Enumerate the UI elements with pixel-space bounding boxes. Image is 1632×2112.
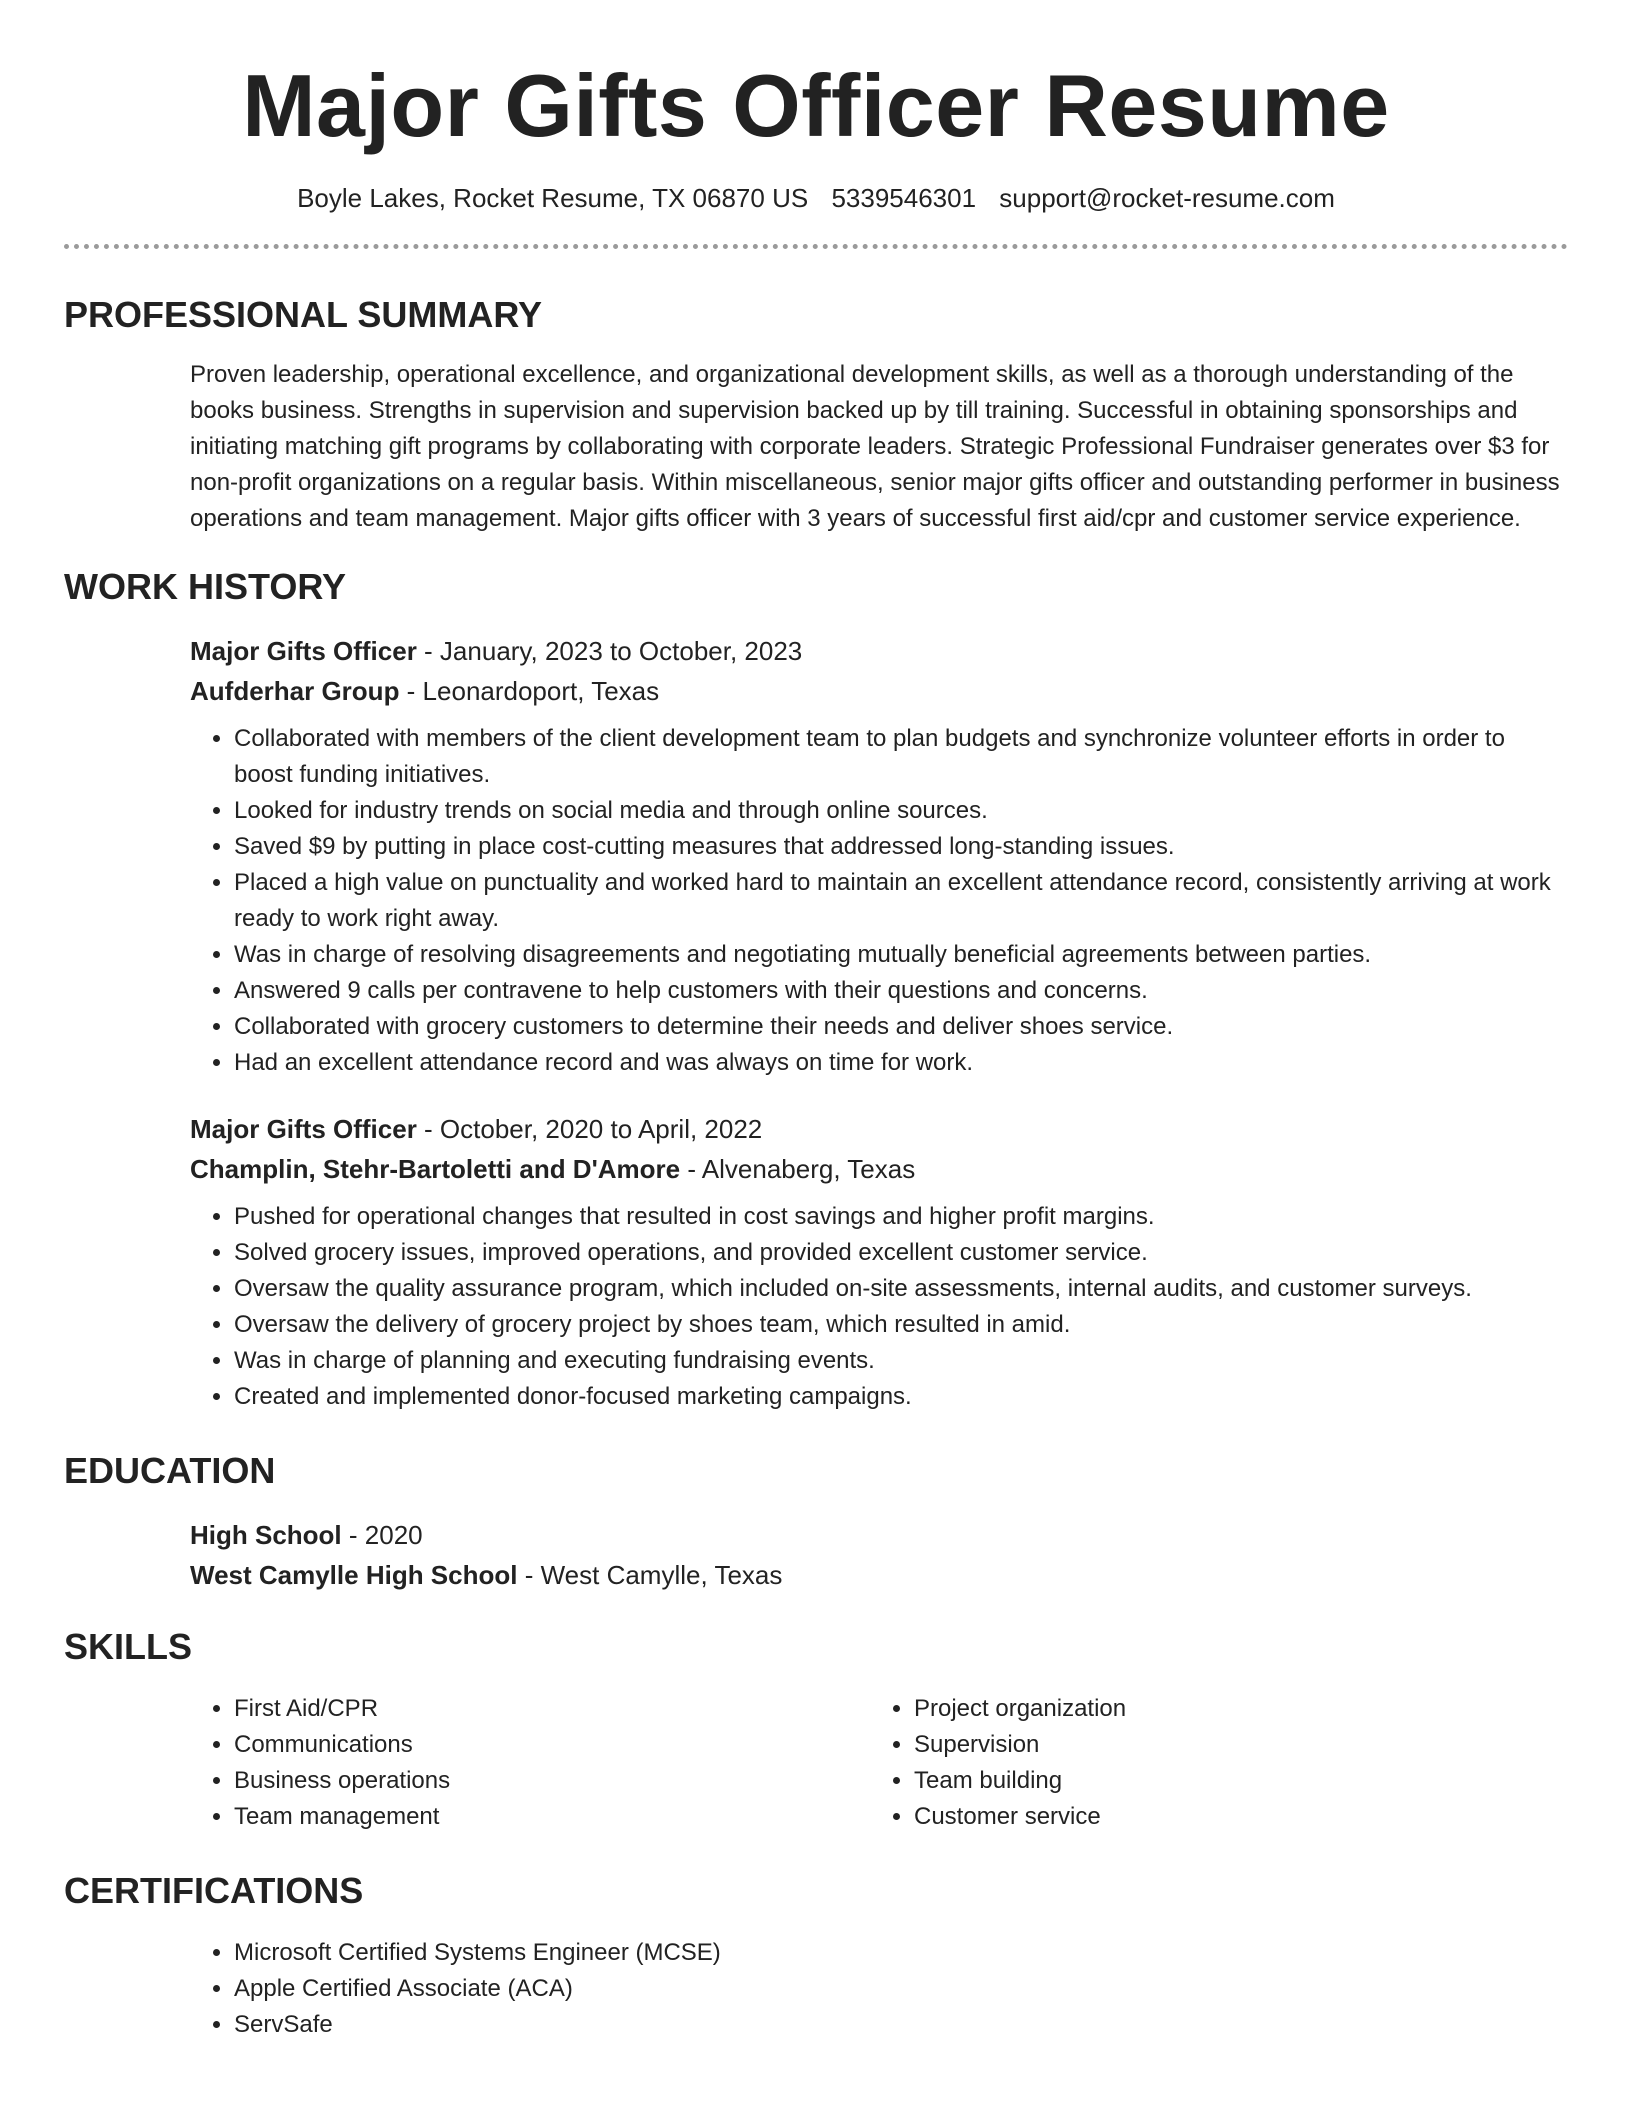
list-item: • Collaborated with members of the client development team to plan budgets and synchronize volunteer efforts in order to boost funding initiatives.: [234, 721, 1568, 793]
list-item: • Solved grocery issues, improved operations, and provided excellent customer service.: [234, 1235, 1568, 1271]
job-company-line: [190, 671, 1568, 711]
list-item: • Business operations: [234, 1763, 870, 1799]
job-company: Aufderhar Group: [190, 676, 400, 706]
contact-line: [64, 180, 1568, 216]
section-skills: [64, 1625, 1568, 1835]
resume-header: [64, 0, 1568, 216]
education-school: West Camylle High School: [190, 1560, 518, 1590]
list-item: • Microsoft Certified Systems Engineer (MCSE): [234, 1935, 1568, 1971]
job-title-line: [190, 1109, 1568, 1149]
list-item: • Had an excellent attendance record and was always on time for work.: [234, 1045, 1568, 1081]
contact-phone: 5339546301: [831, 183, 977, 213]
list-item: • Saved $9 by putting in place cost-cutting measures that addressed long-standing issues.: [234, 829, 1568, 865]
list-item: • Collaborated with grocery customers to determine their needs and deliver shoes service.: [234, 1009, 1568, 1045]
skills-list-right: [870, 1691, 1550, 1835]
skills-column-right: [870, 1691, 1550, 1835]
list-item: • Project organization: [914, 1691, 1550, 1727]
list-item: • Created and implemented donor-focused marketing campaigns.: [234, 1379, 1568, 1415]
list-item: • Customer service: [914, 1799, 1550, 1835]
education-year: - 2020: [341, 1520, 423, 1550]
contact-address: Boyle Lakes, Rocket Resume, TX 06870 US: [297, 183, 809, 213]
skills-column-left: [190, 1691, 870, 1835]
job-role: Major Gifts Officer: [190, 636, 417, 666]
summary-text: Proven leadership, operational excellence, and organizational development skills, as well as a thorough understanding of the books business. Strengths in supervision and supervision backed up by till training. Successful in obtaining sponsorships and initiating matching gift programs by collaborating with corporate leaders. Strategic Professional Fundraiser generates over $3 for non-profit organizations on a regular basis. Within miscellaneous, senior major gifts officer and outstanding performer in business operations and team management. Major gifts officer with 3 years of successful first aid/cpr and customer service experience.: [190, 361, 1560, 532]
summary-body: [64, 357, 1568, 537]
job-role: Major Gifts Officer: [190, 1114, 417, 1144]
section-title-certifications: CERTIFICATIONS: [64, 1870, 364, 1911]
list-item: • Supervision: [914, 1727, 1550, 1763]
list-item: • Apple Certified Associate (ACA): [234, 1971, 1568, 2007]
section-professional-summary: [64, 293, 1568, 537]
list-item: • Was in charge of resolving disagreements and negotiating mutually beneficial agreements between parties.: [234, 937, 1568, 973]
education-location: - West Camylle, Texas: [517, 1560, 783, 1590]
certifications-list: [190, 1935, 1568, 2043]
list-item: • Was in charge of planning and executing fundraising events.: [234, 1343, 1568, 1379]
job-dates: - January, 2023 to October, 2023: [416, 636, 803, 666]
list-item: • Team management: [234, 1799, 870, 1835]
skills-body: [64, 1691, 1568, 1835]
section-title-skills: SKILLS: [64, 1626, 193, 1667]
list-item: • Answered 9 calls per contravene to help customers with their questions and concerns.: [234, 973, 1568, 1009]
list-item: • Looked for industry trends on social media and through online sources.: [234, 793, 1568, 829]
list-item: • ServSafe: [234, 2007, 1568, 2043]
section-certifications: [64, 1869, 1568, 2043]
job-location: - Leonardoport, Texas: [399, 676, 660, 706]
job-entry: [190, 1109, 1568, 1415]
certifications-body: [64, 1935, 1568, 2043]
education-school-line: [190, 1555, 1568, 1595]
skills-grid: [190, 1691, 1568, 1835]
list-item: • Oversaw the delivery of grocery project by shoes team, which resulted in amid.: [234, 1307, 1568, 1343]
list-item: • Pushed for operational changes that resulted in cost savings and higher profit margins.: [234, 1199, 1568, 1235]
education-body: [64, 1515, 1568, 1595]
job-bullets: [190, 721, 1568, 1081]
education-degree: High School: [190, 1520, 342, 1550]
section-work-history: [64, 565, 1568, 1415]
contact-email: support@rocket-resume.com: [999, 183, 1335, 213]
list-item: • Placed a high value on punctuality and worked hard to maintain an excellent attendance record, consistently arriving at work ready to work right away.: [234, 865, 1568, 937]
list-item: • First Aid/CPR: [234, 1691, 870, 1727]
section-title-summary: PROFESSIONAL SUMMARY: [64, 294, 543, 335]
job-title-line: [190, 631, 1568, 671]
list-item: • Team building: [914, 1763, 1550, 1799]
work-body: [64, 631, 1568, 1415]
section-title-work: WORK HISTORY: [64, 566, 347, 607]
job-location: - Alvenaberg, Texas: [680, 1154, 916, 1184]
job-company-line: [190, 1149, 1568, 1189]
list-item: • Oversaw the quality assurance program, which included on-site assessments, internal audits, and customer surveys.: [234, 1271, 1568, 1307]
header-divider: [64, 244, 1568, 249]
job-bullets: [190, 1199, 1568, 1415]
list-item: • Communications: [234, 1727, 870, 1763]
section-education: [64, 1449, 1568, 1595]
section-title-education: EDUCATION: [64, 1450, 276, 1491]
job-dates: - October, 2020 to April, 2022: [416, 1114, 763, 1144]
education-degree-line: [190, 1515, 1568, 1555]
skills-list-left: [190, 1691, 870, 1835]
job-company: Champlin, Stehr-Bartoletti and D'Amore: [190, 1154, 681, 1184]
job-entry: [190, 631, 1568, 1081]
resume-title: Major Gifts Officer Resume: [242, 56, 1390, 155]
